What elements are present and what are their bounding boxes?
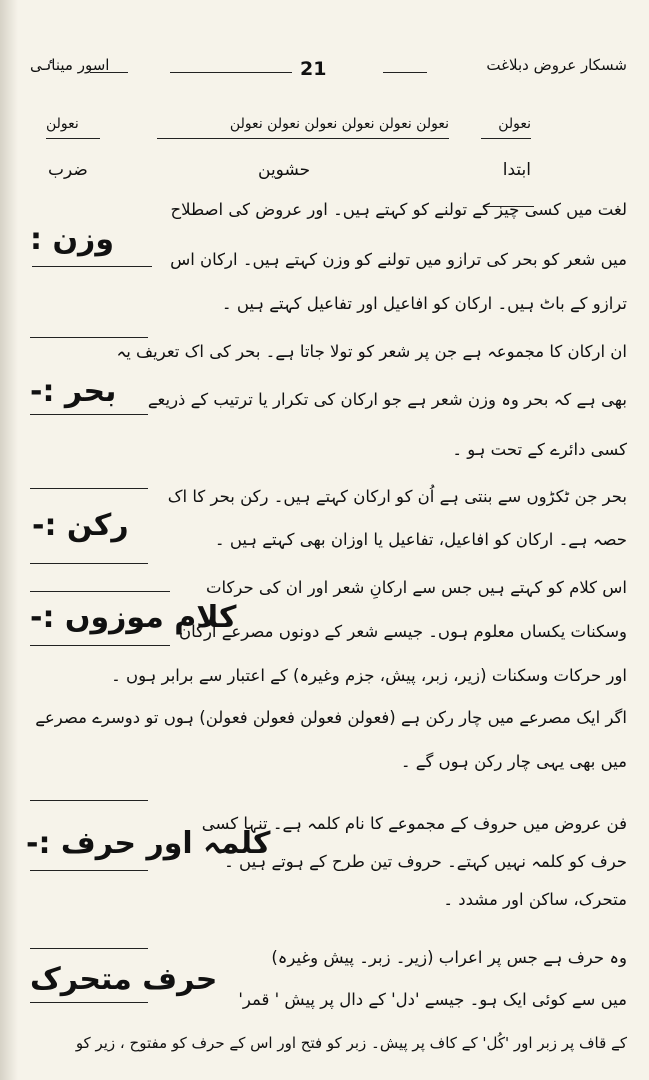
term-rukn: رکن :-: [32, 508, 129, 543]
kalaam-line-1: اس کلام کو کہتے ہیں جس سے ارکانِ شعر اور ان کی حرکات: [205, 578, 627, 597]
wazn-line-2: میں شعر کو بحر کی ترازو میں تولنے کو وزن کہتے ہیں۔ ارکان اس: [170, 250, 627, 269]
term-kalima-aur-harf: کلمہ اور حرف :-: [26, 826, 271, 861]
term-underline-wazn: [32, 266, 152, 267]
kalima-line-3: متحرک، ساکن اور مشدد ۔: [443, 890, 627, 909]
term-rule-bahr-bottom: [30, 414, 148, 415]
kalaam-line-5: میں بھی یہی چار رکن ہوں گے ۔: [400, 752, 627, 771]
running-title: شسکار عروض دبلاغت: [486, 56, 627, 74]
kalaam-line-4: اگر ایک مصرعے میں چار رکن ہے (فعولن فعولن فعولن فعولن) ہوں تو دوسرے مصرعے: [35, 708, 627, 727]
meter-underline-final: [46, 138, 100, 139]
term-harf-mutaharrik: حرف متحرک: [30, 962, 218, 997]
mutaharrik-line-1: وہ حرف ہے جس پر اعراب (زیر۔ زبر۔ پیش وغیرہ): [271, 948, 627, 967]
term-rule-kalima-bottom: [30, 870, 148, 871]
term-wazn: وزن :: [30, 222, 114, 257]
rukn-line-2: حصہ ہے۔ ارکان کو افاعیل، تفاعیل یا اوزان بھی کہتے ہیں ۔: [214, 530, 627, 549]
mutaharrik-line-2: میں سے کوئی ایک ہو۔ جیسے 'دل' کے دال پر پیش ' قمر': [238, 990, 627, 1009]
term-rule-rukn-top: [30, 488, 148, 489]
term-rule-kalaam-top: [30, 591, 170, 592]
wazn-line-1: لغت میں کسی چیز کے تولنے کو کہتے ہیں۔ اور عروض کی اصطلاح: [170, 200, 627, 219]
term-rule-mutaharrik-bottom: [30, 1002, 148, 1003]
header-rule-right: [383, 72, 427, 73]
term-rule-kalima-top: [30, 800, 148, 801]
term-kalaam-mauzoon: کلام موزوں :-: [30, 600, 237, 635]
rukn-line-1: بحر جن ٹکڑوں سے بنتی ہے اُن کو ارکان کہتے ہیں۔ رکن بحر کا اک: [167, 487, 627, 506]
term-rule-mutaharrik-top: [30, 948, 148, 949]
page-number: 21: [300, 58, 327, 80]
meter-foot-final: نعولن: [46, 116, 79, 132]
meter-foot-opening: نعولن: [498, 116, 531, 132]
binding-shadow: [0, 0, 18, 1080]
kalaam-line-3: اور حرکات وسکنات (زیر، زبر، پیش، جزم وغیرہ) کے اعتبار سے برابر ہوں ۔: [111, 666, 627, 685]
meter-feet-middle: نعولن نعولن نعولن نعولن نعولن نعولن: [229, 116, 449, 132]
term-rule-rukn-bottom: [30, 563, 148, 564]
mutaharrik-line-3: کے قاف پر زبر اور 'کُل' کے کاف پر پیش۔ زبر کو فتح اور اس کے حرف کو مفتوح ، زیر کو: [75, 1034, 627, 1052]
term-bahr: بحر :-: [30, 374, 117, 409]
bahr-line-2: بھی ہے کہ بحر وہ وزن شعر ہے جو ارکان کی تکرار یا ترتیب کے ذریعے: [147, 390, 627, 409]
term-rule-kalaam-bottom: [30, 645, 170, 646]
label-ibtida: ابتدا: [502, 160, 531, 180]
bahr-line-3: کسی دائرے کے تحت ہو ۔: [452, 440, 627, 459]
header-rule-mid: [170, 72, 292, 73]
label-hashwain: حشوین: [258, 160, 311, 180]
meter-underline-middle: [157, 138, 449, 139]
bahr-line-1: ان ارکان کا مجموعہ ہے جن پر شعر کو تولا جاتا ہے۔ بحر کی اک تعریف یہ: [116, 342, 627, 361]
label-zarb: ضرب: [48, 160, 88, 180]
term-rule-bahr-top: [30, 337, 148, 338]
kalaam-line-2: وسکنات یکساں معلوم ہوں۔ جیسے شعر کے دونوں مصرعے ارکان: [178, 622, 627, 641]
wazn-line-3: ترازو کے باٹ ہیں۔ ارکان کو افاعیل اور تفاعیل کہتے ہیں ۔: [221, 294, 627, 313]
kalima-line-2: حرف کو کلمہ نہیں کہتے۔ حروف تین طرح کے ہوتے ہیں ۔: [224, 852, 627, 871]
meter-underline-opening: [481, 138, 531, 139]
author-name: اسور میناٸی: [30, 56, 110, 74]
kalima-line-1: فن عروض میں حروف کے مجموعے کا نام کلمہ ہے۔ تنہا کسی: [201, 814, 627, 833]
